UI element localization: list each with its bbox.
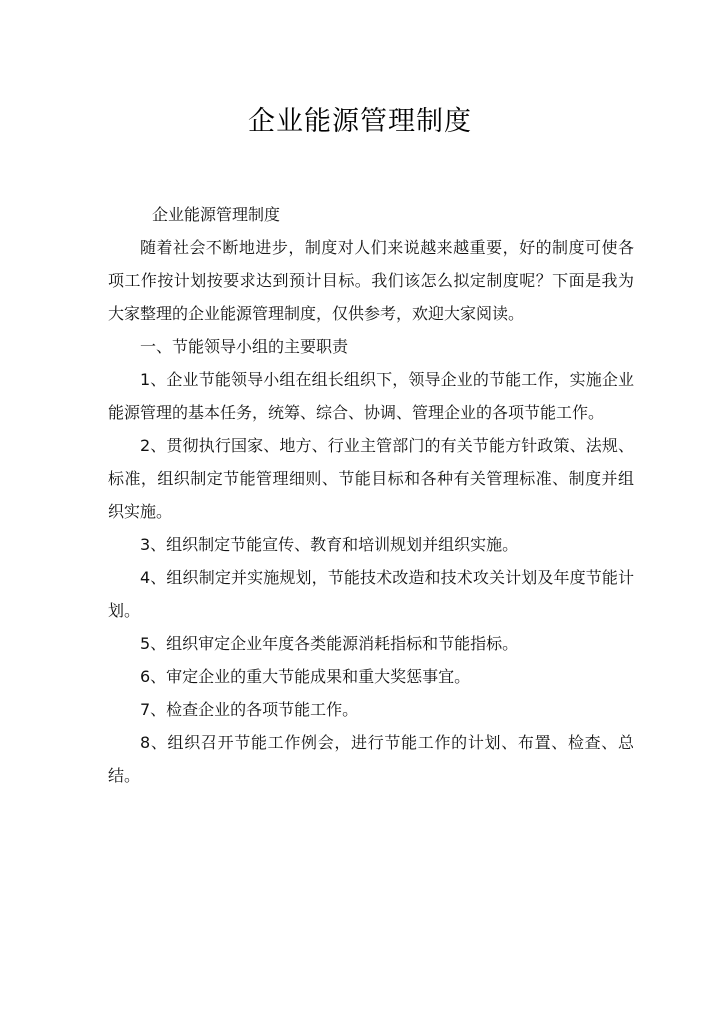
list-item: 3、组织制定节能宣传、教育和培训规划并组织实施。: [140, 535, 519, 554]
list-item: 2、贯彻执行国家、地方、行业主管部门的有关节能方针政策、法规、标准，组织制定节能管理细则、节能目标和各种有关管理标准、制度并组织实施。: [108, 436, 634, 521]
intro-paragraph: 随着社会不断地进步，制度对人们来说越来越重要，好的制度可使各项工作按计划按要求达到预计目标。我们该怎么拟定制度呢？下面是我为大家整理的企业能源管理制度，仅供参考，欢迎大家阅读。: [108, 238, 634, 323]
list-item: 7、检查企业的各项节能工作。: [140, 700, 359, 719]
list-item: 4、组织制定并实施规划，节能技术改造和技术攻关计划及年度节能计划。: [108, 568, 634, 620]
list-item: 8、组织召开节能工作例会，进行节能工作的计划、布置、检查、总结。: [108, 733, 634, 785]
list-item: 1、企业节能领导小组在组长组织下，领导企业的节能工作，实施企业能源管理的基本任务，统筹、综合、协调、管理企业的各项节能工作。: [108, 370, 634, 422]
list-item: 6、审定企业的重大节能成果和重大奖惩事宜。: [140, 667, 471, 686]
section-heading: 企业能源管理制度: [152, 205, 281, 224]
document-body: [108, 198, 634, 792]
list-item: 5、组织审定企业年度各类能源消耗指标和节能指标。: [140, 634, 519, 653]
document-title: 企业能源管理制度: [248, 106, 472, 137]
subsection-heading: 一、节能领导小组的主要职责: [140, 337, 349, 356]
